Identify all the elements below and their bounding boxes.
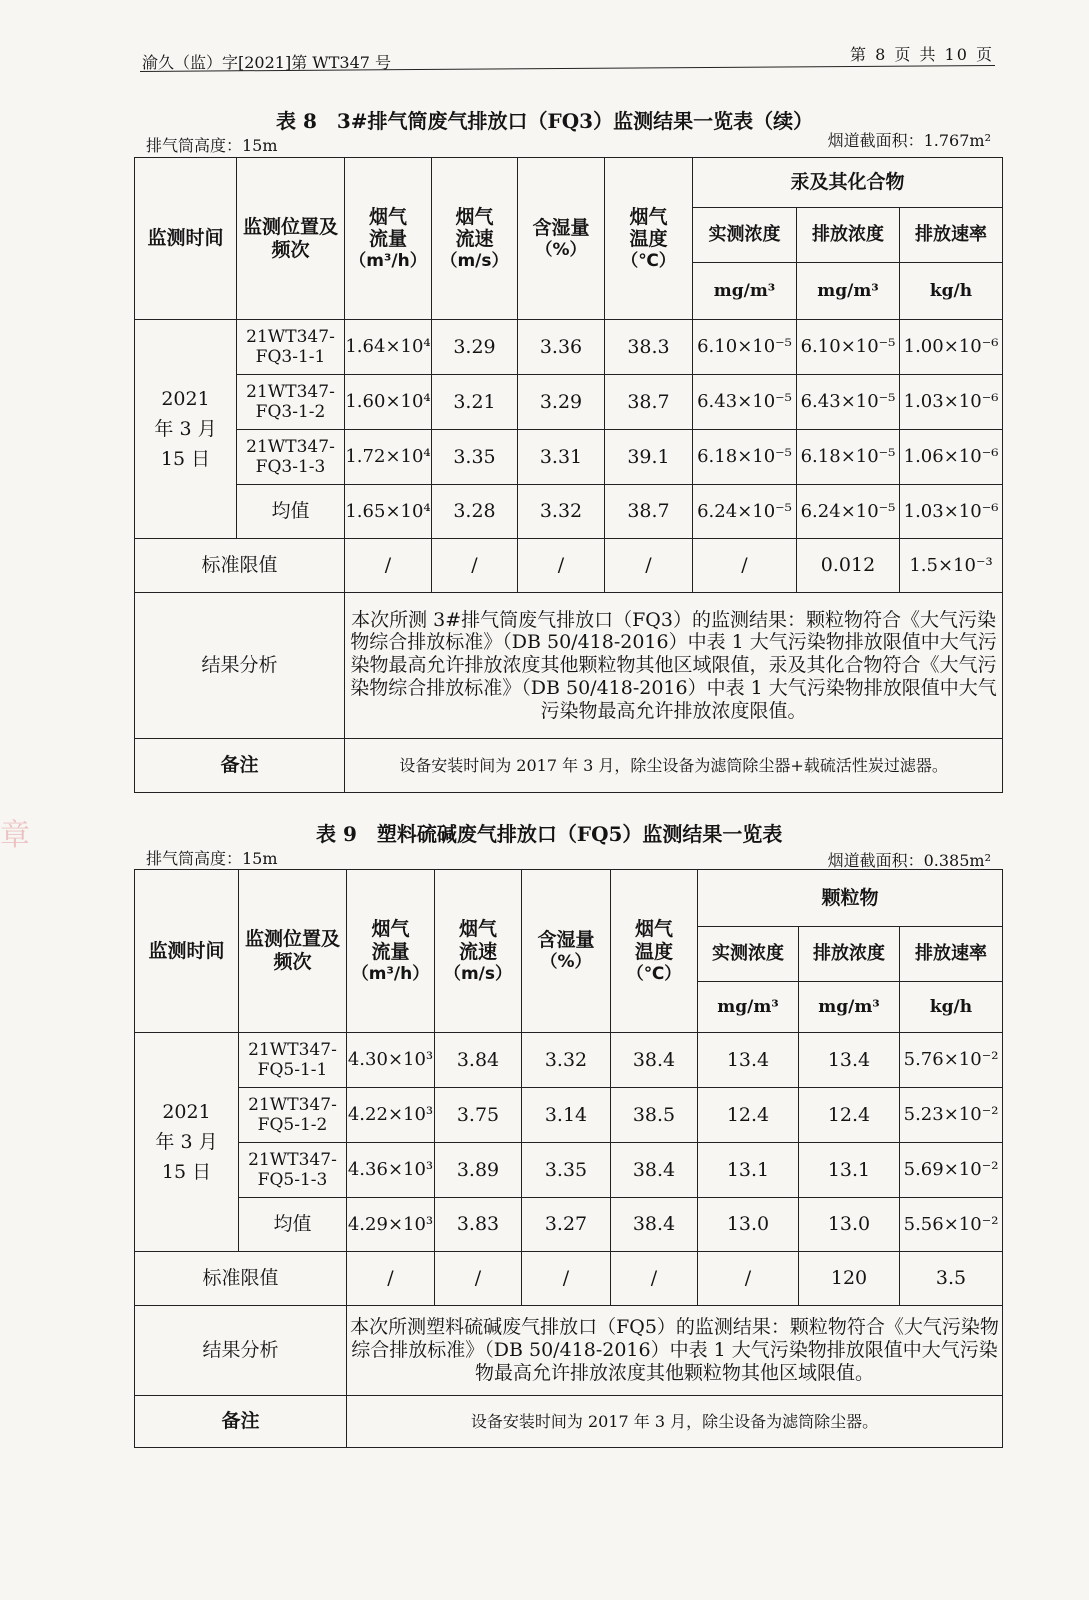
limit-flow: / <box>347 1252 435 1306</box>
measured-value: 12.4 <box>698 1088 799 1143</box>
flow-value: 1.72×10⁴ <box>345 430 432 485</box>
moisture-value: 3.36 <box>518 320 605 375</box>
moisture-value: 3.14 <box>522 1088 611 1143</box>
report-number: 渝久（监）字[2021]第 WT347 号 <box>142 53 392 72</box>
unit-measured: mg/m³ <box>693 263 797 320</box>
speed-value: 3.29 <box>432 320 518 375</box>
header-temp: 烟气温度 （℃） <box>605 158 693 320</box>
rate-value: 5.23×10⁻² <box>900 1088 1003 1143</box>
limit-emission: 120 <box>799 1252 900 1306</box>
header-measured: 实测浓度 <box>693 208 797 263</box>
sample-code: 21WT347-FQ5-1-2 <box>239 1088 347 1143</box>
remark-text: 设备安装时间为 2017 年 3 月，除尘设备为滤筒除尘器+载硫活性炭过滤器。 <box>345 739 1003 793</box>
header-location: 监测位置及频次 <box>237 158 345 320</box>
remark-label: 备注 <box>135 739 345 793</box>
speed-value: 3.84 <box>435 1033 522 1088</box>
limit-rate: 3.5 <box>900 1252 1003 1306</box>
flow-value: 4.36×10³ <box>347 1143 435 1198</box>
emission-value: 6.18×10⁻⁵ <box>797 430 900 485</box>
emission-value: 6.43×10⁻⁵ <box>797 375 900 430</box>
measured-value: 6.24×10⁻⁵ <box>693 485 797 539</box>
table9 <box>134 869 1003 1448</box>
stamp-mark: 章 <box>0 818 30 853</box>
moisture-value: 3.29 <box>518 375 605 430</box>
table-row <box>135 1143 1003 1198</box>
sample-code: 21WT347-FQ3-1-1 <box>237 320 345 375</box>
limit-row <box>135 539 1003 593</box>
table9-stack-height: 排气筒高度：15m <box>146 849 278 868</box>
header-location: 监测位置及频次 <box>239 870 347 1033</box>
remark-row <box>135 1396 1003 1448</box>
emission-value: 6.24×10⁻⁵ <box>797 485 900 539</box>
remark-text: 设备安装时间为 2017 年 3 月，除尘设备为滤筒除尘器。 <box>347 1396 1003 1448</box>
moisture-value: 3.27 <box>522 1198 611 1252</box>
moisture-value: 3.32 <box>518 485 605 539</box>
page-number: 第 8 页 共 10 页 <box>850 45 994 64</box>
header-pollutant: 颗粒物 <box>698 870 1003 927</box>
unit-emission: mg/m³ <box>797 263 900 320</box>
speed-value: 3.75 <box>435 1088 522 1143</box>
emission-value: 12.4 <box>799 1088 900 1143</box>
speed-value: 3.21 <box>432 375 518 430</box>
temp-value: 38.7 <box>605 485 693 539</box>
limit-row <box>135 1252 1003 1306</box>
speed-value: 3.28 <box>432 485 518 539</box>
table9-title: 表 9 塑料硫碱废气排放口（FQ5）监测结果一览表 <box>316 822 783 846</box>
analysis-row <box>135 593 1003 739</box>
limit-label: 标准限值 <box>135 539 345 593</box>
sample-code: 21WT347-FQ5-1-1 <box>239 1033 347 1088</box>
table8-title: 表 8 3#排气筒废气排放口（FQ3）监测结果一览表（续） <box>276 109 814 133</box>
table-row <box>135 375 1003 430</box>
unit-rate: kg/h <box>900 982 1003 1033</box>
analysis-text: 本次所测 3#排气筒废气排放口（FQ3）的监测结果：颗粒物符合《大气污染物综合排放标准》（DB 50/418-2016）中表 1 大气污染物排放限值中大气污染物最高允许排放浓度其他颗粒物其他区域限值，汞及其化合物符合《大气污染物综合排放标准》（DB 50/418-2016）中表 1 大气污染物排放限值中大气污染物最高允许排放浓度限值。 <box>345 593 1003 739</box>
sample-code: 21WT347-FQ3-1-3 <box>237 430 345 485</box>
limit-flow: / <box>345 539 432 593</box>
flow-value: 1.65×10⁴ <box>345 485 432 539</box>
sample-code: 21WT347-FQ5-1-3 <box>239 1143 347 1198</box>
rate-value: 5.69×10⁻² <box>900 1143 1003 1198</box>
emission-value: 13.4 <box>799 1033 900 1088</box>
header-emission: 排放浓度 <box>797 208 900 263</box>
table-row <box>135 1033 1003 1088</box>
table-row-mean <box>135 485 1003 539</box>
analysis-row <box>135 1306 1003 1396</box>
temp-value: 39.1 <box>605 430 693 485</box>
limit-speed: / <box>435 1252 522 1306</box>
table-row <box>135 430 1003 485</box>
limit-speed: / <box>432 539 518 593</box>
unit-rate: kg/h <box>900 263 1003 320</box>
monitor-date: 2021 年 3 月 15 日 <box>135 320 237 539</box>
rate-value: 5.56×10⁻² <box>900 1198 1003 1252</box>
table8 <box>134 157 1003 793</box>
temp-value: 38.4 <box>611 1198 698 1252</box>
header-time: 监测时间 <box>135 870 239 1033</box>
measured-value: 13.1 <box>698 1143 799 1198</box>
moisture-value: 3.35 <box>522 1143 611 1198</box>
temp-value: 38.4 <box>611 1143 698 1198</box>
table-row <box>135 1088 1003 1143</box>
speed-value: 3.83 <box>435 1198 522 1252</box>
speed-value: 3.89 <box>435 1143 522 1198</box>
header-moisture: 含湿量 （%） <box>518 158 605 320</box>
flow-value: 4.30×10³ <box>347 1033 435 1088</box>
header-flow: 烟气流量 （m³/h） <box>347 870 435 1033</box>
measured-value: 13.0 <box>698 1198 799 1252</box>
rate-value: 1.06×10⁻⁶ <box>900 430 1003 485</box>
sample-code: 21WT347-FQ3-1-2 <box>237 375 345 430</box>
limit-measured: / <box>698 1252 799 1306</box>
flow-value: 4.22×10³ <box>347 1088 435 1143</box>
limit-moisture: / <box>518 539 605 593</box>
measured-value: 6.10×10⁻⁵ <box>693 320 797 375</box>
temp-value: 38.4 <box>611 1033 698 1088</box>
moisture-value: 3.31 <box>518 430 605 485</box>
temp-value: 38.5 <box>611 1088 698 1143</box>
mean-label: 均值 <box>239 1198 347 1252</box>
header-pollutant: 汞及其化合物 <box>693 158 1003 208</box>
emission-value: 13.0 <box>799 1198 900 1252</box>
emission-value: 6.10×10⁻⁵ <box>797 320 900 375</box>
table8-stack-height: 排气筒高度：15m <box>146 136 278 155</box>
limit-rate: 1.5×10⁻³ <box>900 539 1003 593</box>
flow-value: 1.64×10⁴ <box>345 320 432 375</box>
limit-temp: / <box>605 539 693 593</box>
header-rate: 排放速率 <box>900 208 1003 263</box>
flow-value: 1.60×10⁴ <box>345 375 432 430</box>
table-row-mean <box>135 1198 1003 1252</box>
limit-emission: 0.012 <box>797 539 900 593</box>
limit-moisture: / <box>522 1252 611 1306</box>
table8-flue-area: 烟道截面积：1.767m² <box>827 131 991 150</box>
emission-value: 13.1 <box>799 1143 900 1198</box>
header-speed: 烟气流速 （m/s） <box>432 158 518 320</box>
limit-temp: / <box>611 1252 698 1306</box>
temp-value: 38.3 <box>605 320 693 375</box>
table-row <box>135 320 1003 375</box>
monitor-date: 2021 年 3 月 15 日 <box>135 1033 239 1252</box>
header-flow: 烟气流量 （m³/h） <box>345 158 432 320</box>
header-moisture: 含湿量 （%） <box>522 870 611 1033</box>
rate-value: 5.76×10⁻² <box>900 1033 1003 1088</box>
unit-measured: mg/m³ <box>698 982 799 1033</box>
mean-label: 均值 <box>237 485 345 539</box>
measured-value: 6.43×10⁻⁵ <box>693 375 797 430</box>
measured-value: 6.18×10⁻⁵ <box>693 430 797 485</box>
header-speed: 烟气流速 （m/s） <box>435 870 522 1033</box>
speed-value: 3.35 <box>432 430 518 485</box>
unit-emission: mg/m³ <box>799 982 900 1033</box>
header-temp: 烟气温度 （℃） <box>611 870 698 1033</box>
header-emission: 排放浓度 <box>799 927 900 982</box>
remark-label: 备注 <box>135 1396 347 1448</box>
header-time: 监测时间 <box>135 158 237 320</box>
temp-value: 38.7 <box>605 375 693 430</box>
table9-flue-area: 烟道截面积：0.385m² <box>827 851 991 870</box>
header-rate: 排放速率 <box>900 927 1003 982</box>
remark-row <box>135 739 1003 793</box>
analysis-text: 本次所测塑料硫碱废气排放口（FQ5）的监测结果：颗粒物符合《大气污染物综合排放标准》（DB 50/418-2016）中表 1 大气污染物排放限值中大气污染物最高允许排放浓度其他颗粒物其他区域限值。 <box>347 1306 1003 1396</box>
moisture-value: 3.32 <box>522 1033 611 1088</box>
analysis-label: 结果分析 <box>135 593 345 739</box>
limit-label: 标准限值 <box>135 1252 347 1306</box>
measured-value: 13.4 <box>698 1033 799 1088</box>
analysis-label: 结果分析 <box>135 1306 347 1396</box>
flow-value: 4.29×10³ <box>347 1198 435 1252</box>
header-measured: 实测浓度 <box>698 927 799 982</box>
rate-value: 1.03×10⁻⁶ <box>900 485 1003 539</box>
rate-value: 1.00×10⁻⁶ <box>900 320 1003 375</box>
rate-value: 1.03×10⁻⁶ <box>900 375 1003 430</box>
limit-measured: / <box>693 539 797 593</box>
